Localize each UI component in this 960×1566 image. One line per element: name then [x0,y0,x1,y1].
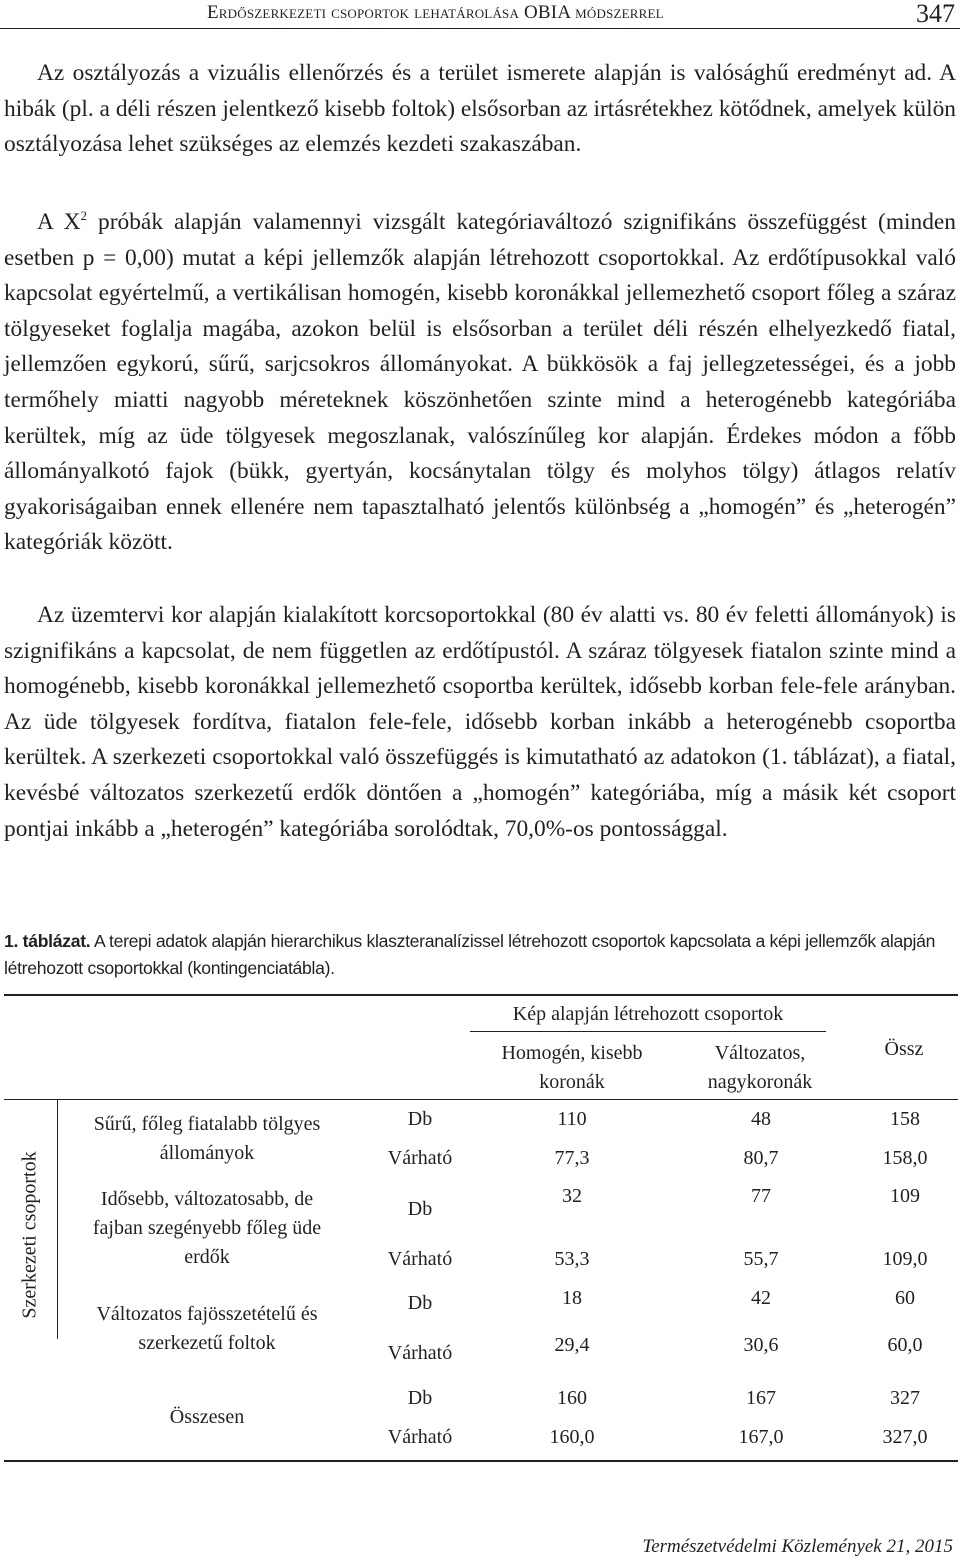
group-label [62,1403,352,1432]
table-top-rule [4,994,958,996]
group-label [62,1300,352,1358]
group-label-line: Összesen [169,1406,245,1428]
table-caption-label: 1. táblázat. [4,931,91,951]
row-label-varhato: Várható [387,1147,453,1169]
paragraph-2 [4,205,956,561]
column-variable-line1: Változatos, [714,1042,806,1064]
group-label-line: szerkezetű foltok [138,1332,276,1354]
row-label-db: Db [407,1108,433,1130]
group-label [62,1110,352,1168]
row-label-db: Db [407,1387,433,1409]
journal-footer: Természetvédelmi Közlemények 21, 2015 [642,1536,953,1557]
page-number: 347 [916,0,955,28]
column-homogeneous-line1: Homogén, kisebb [501,1042,643,1064]
table-spanner-rule [470,1031,826,1032]
table-cell: 167 [746,1387,776,1409]
table-cell: 160,0 [549,1426,595,1448]
table-caption-text: A terepi adatok alapján hierarchikus klaszteranalízissel létrehozott csoportok kapcsolata a képi jellemzők alapján létrehozott csoportokkal (kontingenciatábla). [4,931,936,978]
paragraph-1: Az osztályozás a vizuális ellenőrzés és a terület ismerete alapján is valósághű eredményt ad. A hibák (pl. a déli részen jelentkező kisebb foltok) elsősorban az irtásrétekhez kötődnek, amelyek külön osztályozása lehet szükséges az elemzés kezdeti szakaszában. [4,60,956,158]
table-side-rule [57,1099,58,1339]
row-label-db: Db [407,1292,433,1314]
table-cell: 29,4 [554,1334,590,1356]
table-cell: 60 [895,1287,915,1309]
table-cell: 42 [751,1287,771,1309]
column-variable-line2: nagykoronák [707,1071,813,1093]
group-label [62,1185,352,1272]
table-cell: 32 [562,1185,582,1207]
paragraph-2-start: A X [37,209,81,235]
column-total: Össz [884,1038,924,1060]
spanner-header: Kép alapján létrehozott csoportok [512,1003,784,1025]
table-cell: 18 [562,1287,582,1309]
table-cell: 327 [890,1387,920,1409]
structural-groups-label: Szerkezeti csoportok [18,1151,41,1319]
table-cell: 160 [557,1387,587,1409]
table-cell: 53,3 [554,1248,590,1270]
table-caption [4,928,956,982]
running-header [0,0,960,29]
table-cell: 158 [890,1108,920,1130]
group-label-line: Sűrű, főleg fiatalabb tölgyes [93,1113,321,1135]
column-homogeneous-line2: koronák [539,1071,605,1093]
table-cell: 109,0 [882,1248,928,1270]
table-cell: 158,0 [882,1147,928,1169]
table-cell: 77 [751,1185,771,1207]
running-title: Erdőszerkezeti csoportok lehatárolása OBIA módszerrel [207,2,664,23]
row-label-varhato: Várható [387,1342,453,1364]
table-cell: 77,3 [554,1147,590,1169]
row-label-db: Db [407,1198,433,1220]
table-cell: 60,0 [887,1334,923,1356]
table-cell: 110 [557,1108,587,1130]
table-cell: 30,6 [743,1334,779,1356]
paragraph-3: Az üzemtervi kor alapján kialakított korcsoportokkal (80 év alatti vs. 80 év feletti állományok) is szignifikáns a kapcsolat, de nem független az erdőtípustól. A száraz tölgyesek fiatalon szinte mind a homogénebb, kisebb koronákkal jellemezhető csoportba kerültek, idősebb korban fele-fele arányban. Az üde tölgyesek fordítva, fiatalon fele-fele, idősebb korban inkább a heterogénebb csoportba kerültek. A szerkezeti csoportokkal való összefüggés is kimutatható az adatokon (1. táblázat), a fiatal, kevésbé változatos szerkezetű erdők döntően a „homogén” kategóriába, míg a másik két csoport pontjai inkább a „heterogén” kategóriába sorolódtak, 70,0%-os pontossággal. [4,602,956,842]
table-cell: 327,0 [882,1426,928,1448]
table-cell: 167,0 [738,1426,784,1448]
group-label-line: fajban szegényebb főleg üde [92,1217,322,1239]
row-label-varhato: Várható [387,1426,453,1448]
group-label-line: Változatos fajösszetételű és [96,1303,318,1325]
chi-square-superscript: 2 [80,208,88,224]
table-cell: 48 [751,1108,771,1130]
table-header-rule [4,1099,958,1100]
table-cell: 55,7 [743,1248,779,1270]
row-label-varhato: Várható [387,1248,453,1270]
table-cell: 80,7 [743,1147,779,1169]
group-label-line: erdők [184,1246,230,1268]
paragraph-2-rest: próbák alapján valamennyi vizsgált kategóriaváltozó szignifikáns összefüggést (minden esetben p = 0,00) mutat a képi jellemzők alapján létrehozott csoportokkal. Az erdőtípusokkal való kapcsolat egyértelmű, a vertikálisan homogén, kisebb koronákkal jellemezhető csoport főleg a száraz tölgyeseket foglalja magába, azokon belül is elsősorban a terület déli részén elhelyezkedő fiatal, jellemzően egykorú, sűrű, sarjcsokros állományokat. A bükkösök a faj jellegzetességei, és a jobb termőhely miatti nagyobb méreteknek köszönhetően szinte mind a heterogénebb kategóriába kerültek, míg az üde tölgyesek megoszlanak, valószínűleg kor alapján. Érdekes módon a főbb állományalkotó fajok (bükk, gyertyán, kocsánytalan tölgy és molyhos tölgy) átlagos relatív gyakoriságaiban ennek ellenére nem tapasztalható jelentős különbség a „homogén” és „heterogén” kategóriák között. [4,209,957,556]
table-bottom-rule [4,1460,958,1462]
group-label-line: Idősebb, változatosabb, de [100,1188,314,1210]
group-label-line: állományok [159,1142,255,1164]
table-cell: 109 [890,1185,920,1207]
